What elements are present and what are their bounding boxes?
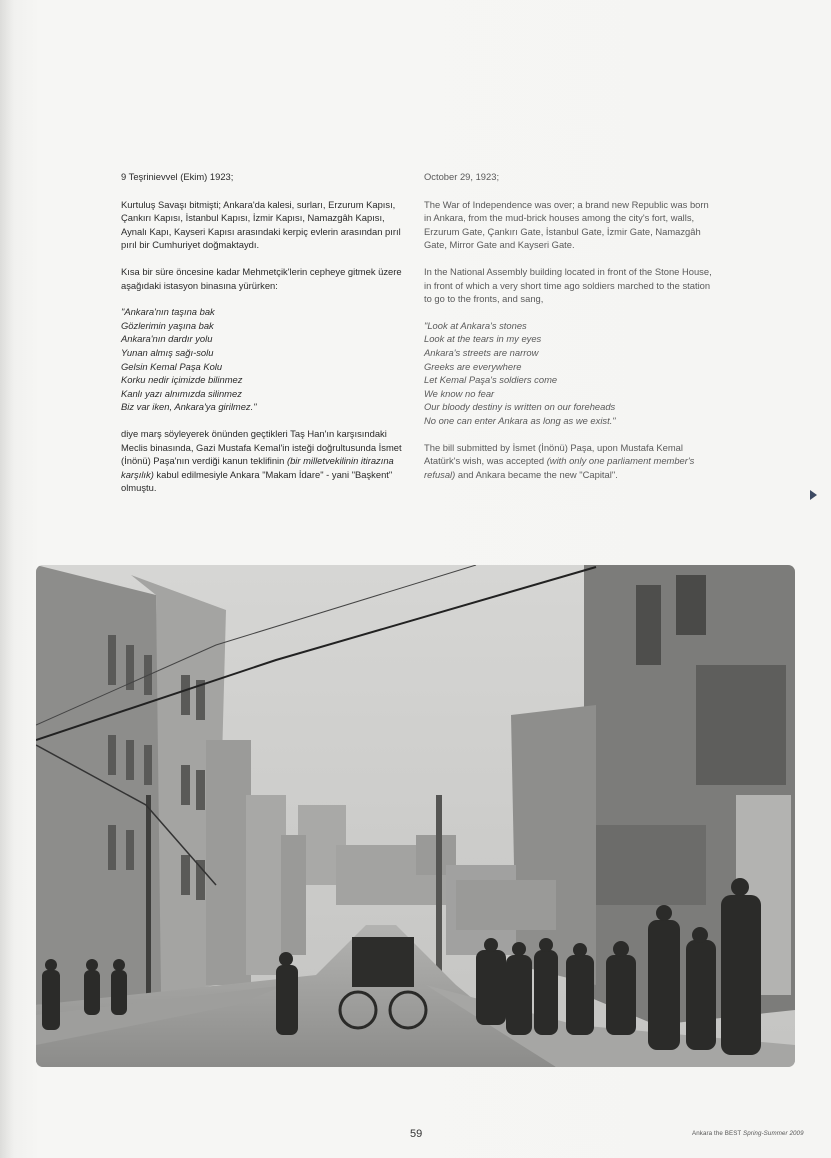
- english-paragraph-2: In the National Assembly building located in front of the Stone House, in front of which a very short time ago soldiers marched to the station to go to the fronts, and sang,: [424, 265, 712, 305]
- verse-line: No one can enter Ankara as long as we exist.": [424, 414, 616, 426]
- publication-issue: Spring-Summer 2009: [743, 1130, 804, 1137]
- verse-line: Biz var iken, Ankara'ya girilmez.": [121, 401, 257, 413]
- text-run: kabul edilmesiyle Ankara "Makam İdare" - yani "Başkent" olmuştu.: [121, 468, 393, 494]
- verse-line: Let Kemal Paşa's soldiers come: [424, 374, 558, 386]
- turkish-paragraph-1: Kurtuluş Savaşı bitmişti; Ankara'da kalesi, surları, Erzurum Kapısı, Çankırı Kapısı, İstanbul Kapısı, İzmir Kapısı, Namazgâh Kapısı, Aynalı Kapı, Kayseri Kapısı arasındaki kerpiç evlerin arasından pırıl pırıl bir Cumhuriyet doğmaktaydı.: [121, 198, 401, 251]
- italic-text-run: (bir milletvekilinin itirazına karşılık): [121, 455, 394, 480]
- turkish-march-verse: [121, 305, 411, 414]
- verse-line: Korku nedir içimizde bilinmez: [121, 374, 243, 386]
- english-date: October 29, 1923;: [424, 171, 500, 182]
- verse-line: Ankara's streets are narrow: [424, 346, 539, 358]
- verse-line: Gözlerimin yaşına bak: [121, 319, 214, 331]
- verse-line: Greeks are everywhere: [424, 360, 522, 372]
- verse-line: Yunan almış sağı-solu: [121, 346, 214, 358]
- italic-text-run: (with only one parliament member's refusal): [424, 455, 695, 480]
- verse-line: Look at the tears in my eyes: [424, 333, 542, 345]
- turkish-paragraph-2: Kısa bir süre öncesine kadar Mehmetçik'lerin cepheye gitmek üzere aşağıdaki istasyon binasına yürürken:: [121, 265, 402, 291]
- verse-line: Gelsin Kemal Paşa Kolu: [121, 360, 223, 372]
- english-paragraph-1: The War of Independence was over; a brand new Republic was born in Ankara, from the mud-brick houses among the city's fort, walls, Erzurum Gate, Çankırı Gate, İstanbul Gate, İzmir Gate, Namazgâh Gate, Mirror Gate and Kayseri Gate.: [424, 198, 709, 251]
- english-text-column: [424, 170, 714, 494]
- verse-line: Kanlı yazı alnımızda silinmez: [121, 387, 242, 399]
- publication-name: Ankara the BEST: [692, 1130, 742, 1137]
- street-scene-illustration: [36, 565, 795, 1067]
- page-number: 59: [410, 1128, 423, 1140]
- publication-footer: [692, 1130, 804, 1137]
- turkish-date: 9 Teşrinievvel (Ekim) 1923;: [121, 171, 234, 182]
- next-page-arrow-icon: [810, 490, 817, 500]
- english-paragraph-3: [424, 441, 714, 482]
- english-march-verse: [424, 319, 714, 428]
- verse-line: Ankara'nın dardır yolu: [121, 333, 213, 345]
- historic-street-photo: [36, 565, 795, 1067]
- verse-line: "Look at Ankara's stones: [424, 319, 527, 331]
- verse-line: "Ankara'nın taşına bak: [121, 306, 215, 318]
- turkish-text-column: [121, 170, 411, 508]
- text-run: diye marş söyleyerek önünden geçtikleri Taş Han'ın karşısındaki Meclis binasında, Gazi Mustafa Kemal'in isteği doğrultusunda İsmet (İnönü) Paşa'nın verdiği kanun teklifinin: [121, 427, 402, 467]
- text-run: The bill submitted by İsmet (İnönü) Paşa, upon Mustafa Kemal Atatürk's wish, was accepted: [424, 441, 683, 467]
- verse-line: Our bloody destiny is written on our foreheads: [424, 401, 616, 413]
- verse-line: We know no fear: [424, 387, 495, 399]
- turkish-paragraph-3: [121, 427, 411, 495]
- text-run: and Ankara became the new "Capital".: [455, 468, 618, 480]
